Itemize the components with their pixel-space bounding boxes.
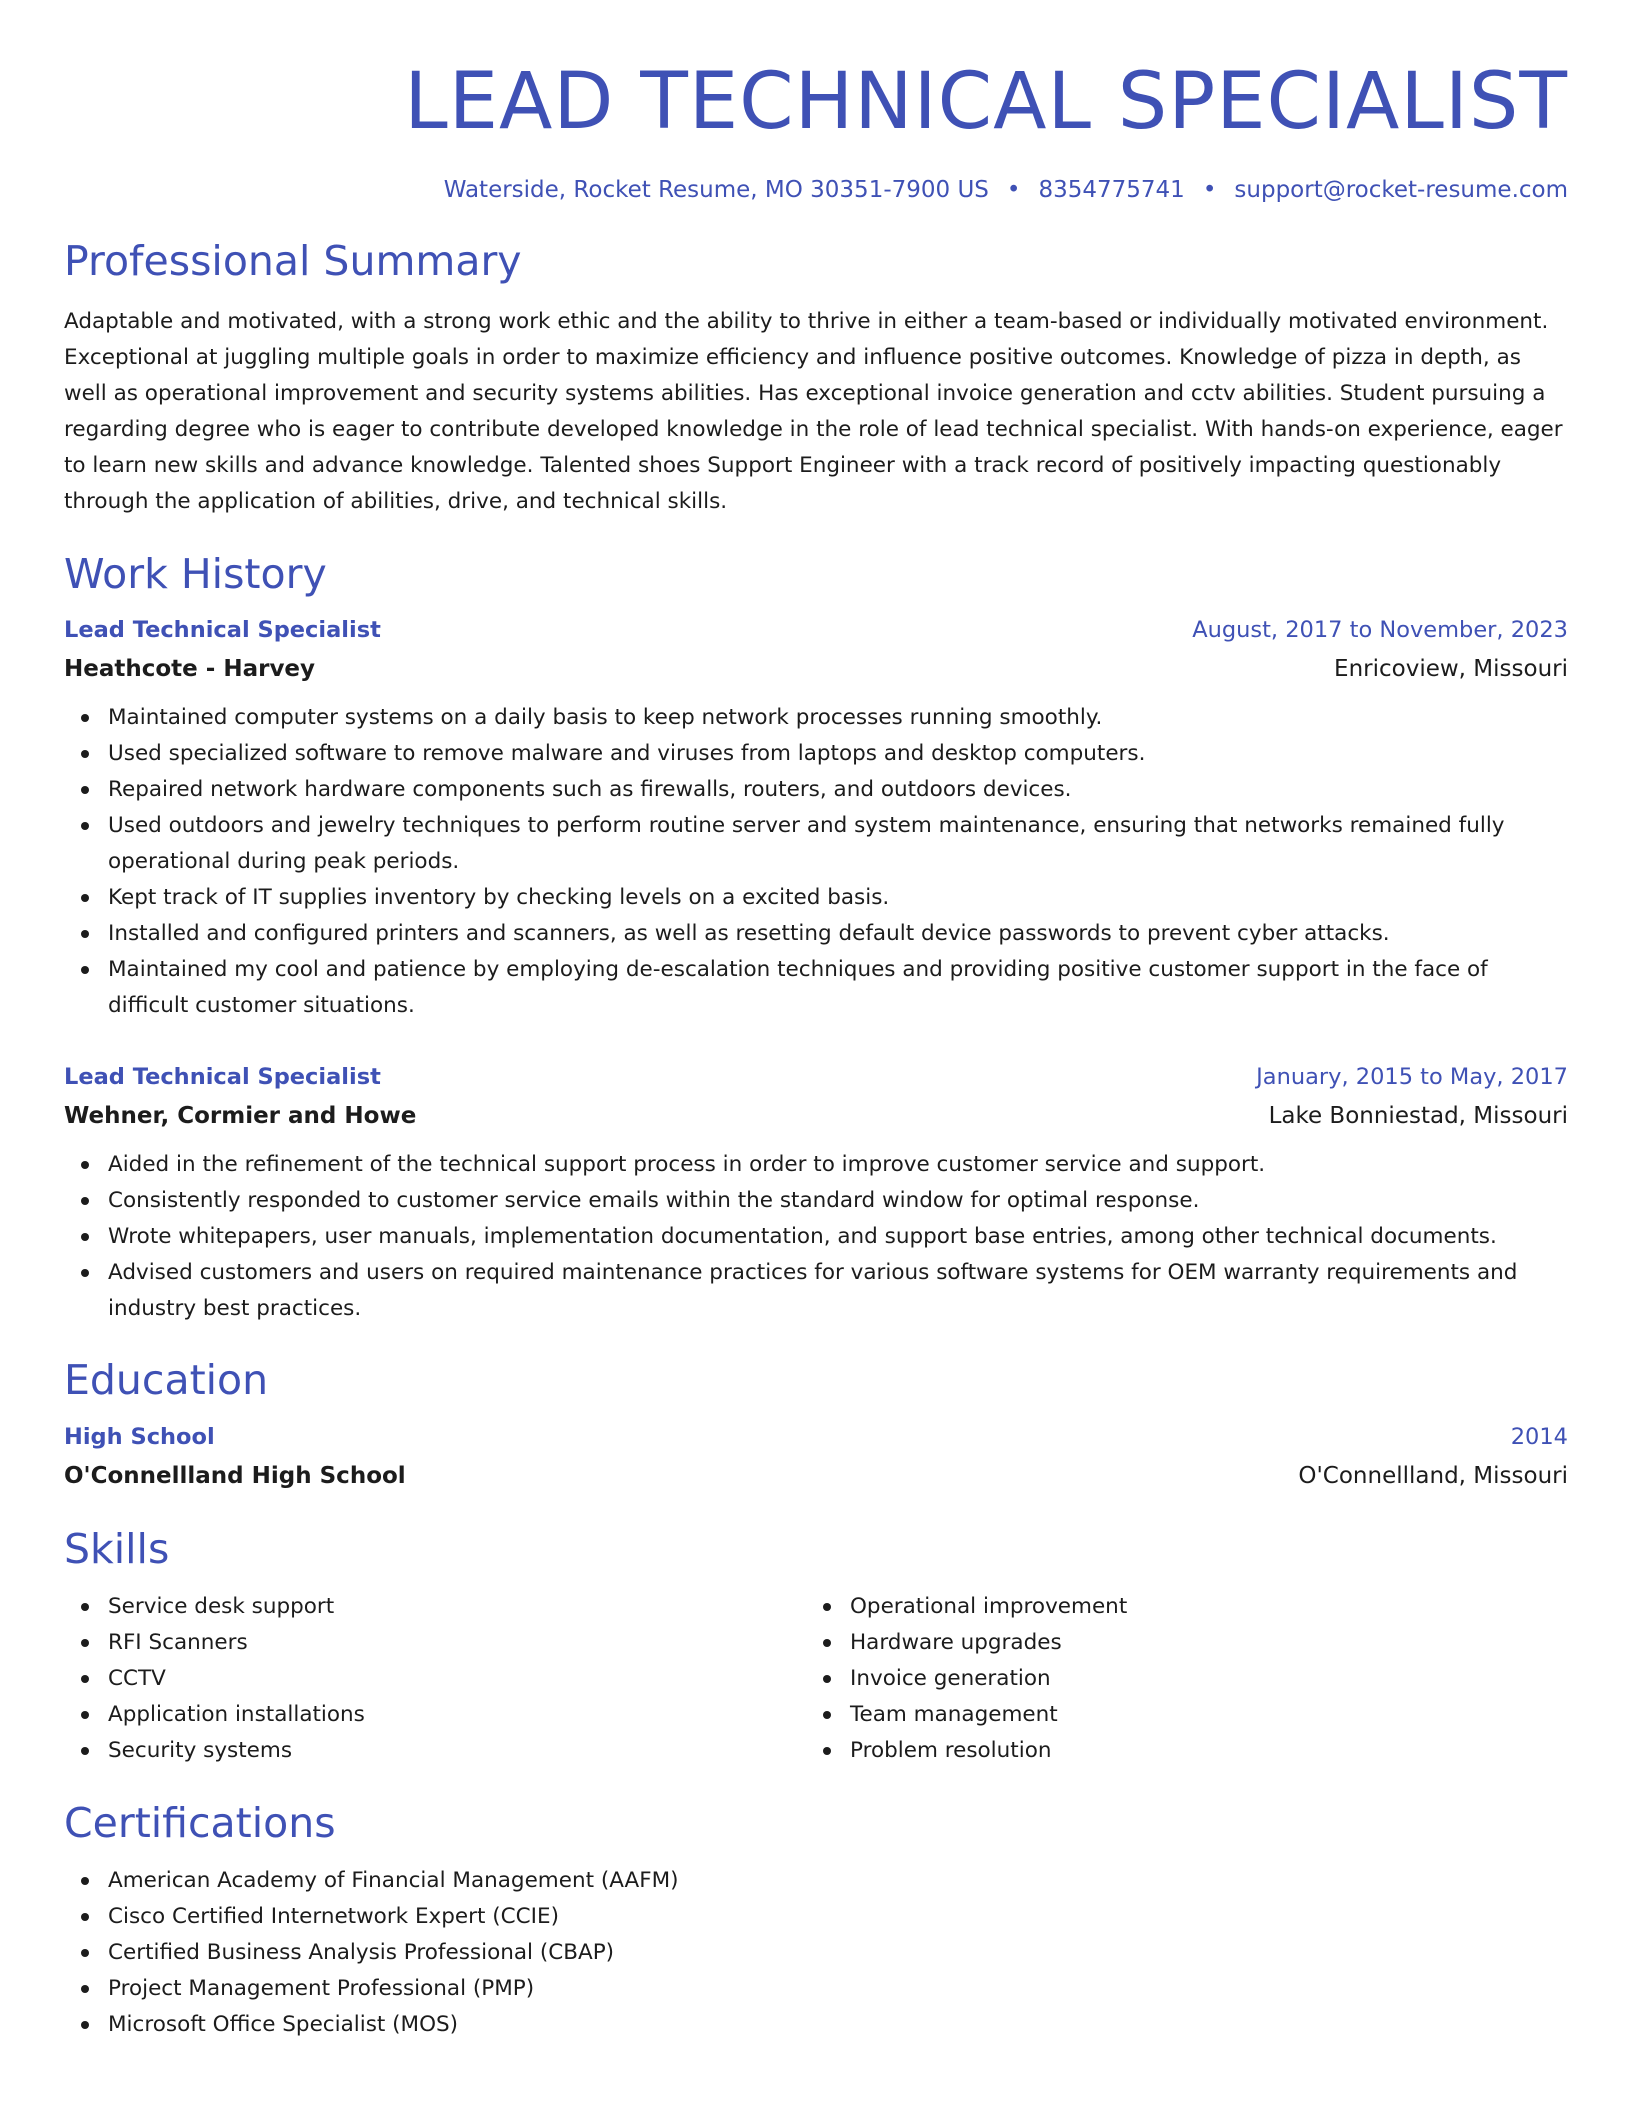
education-entry <box>64 1418 1568 1496</box>
list-item: RFI Scanners <box>108 1625 806 1661</box>
list-item: Cisco Certified Internetwork Expert (CCIE) <box>108 1899 1568 1935</box>
section-title-certifications: Certifications <box>64 1799 336 1847</box>
list-item: Kept track of IT supplies inventory by checking levels on a excited basis. <box>108 880 1568 916</box>
list-item: Security systems <box>108 1733 806 1769</box>
list-item: Project Management Professional (PMP) <box>108 1971 1568 2007</box>
list-item: Wrote whitepapers, user manuals, implementation documentation, and support base entries, among other technical documents. <box>108 1219 1568 1255</box>
certifications-list <box>64 1863 1568 2043</box>
job-bullet-list <box>64 700 1568 1024</box>
list-item: Maintained computer systems on a daily basis to keep network processes running smoothly. <box>108 700 1568 736</box>
contact-phone: 8354775741 <box>1038 177 1185 203</box>
job-title: Lead Technical Specialist <box>64 1064 381 1090</box>
job-employer: Heathcote - Harvey <box>64 656 316 682</box>
job-dates: January, 2015 to May, 2017 <box>1256 1064 1568 1090</box>
job-dates: August, 2017 to November, 2023 <box>1192 617 1568 643</box>
list-item: Consistently responded to customer service emails within the standard window for optimal response. <box>108 1183 1568 1219</box>
section-title-education: Education <box>64 1356 269 1404</box>
contact-email[interactable]: support@rocket-resume.com <box>1234 177 1568 203</box>
job-employer: Wehner, Cormier and Howe <box>64 1103 417 1129</box>
section-title-summary: Professional Summary <box>64 237 522 285</box>
list-item: Application installations <box>108 1697 806 1733</box>
education-year: 2014 <box>1510 1424 1568 1450</box>
job-location: Lake Bonniestad, Missouri <box>1268 1103 1568 1129</box>
contact-line <box>64 174 1568 206</box>
list-item: Invoice generation <box>850 1661 1548 1697</box>
list-item: American Academy of Financial Management (AAFM) <box>108 1863 1568 1899</box>
list-item: Repaired network hardware components such as firewalls, routers, and outdoors devices. <box>108 772 1568 808</box>
list-item: Used outdoors and jewelry techniques to perform routine server and system maintenance, ensuring that networks remained fully operational during peak periods. <box>108 808 1568 880</box>
contact-address: Waterside, Rocket Resume, MO 30351-7900 US <box>443 177 989 203</box>
contact-separator: • <box>1006 177 1021 203</box>
job-location: Enricoview, Missouri <box>1334 656 1568 682</box>
contact-separator: • <box>1202 177 1217 203</box>
list-item: Hardware upgrades <box>850 1625 1548 1661</box>
job-entry <box>64 611 1568 1024</box>
list-item: Team management <box>850 1697 1548 1733</box>
education-school: O'Connellland High School <box>64 1463 406 1489</box>
section-title-skills: Skills <box>64 1525 170 1573</box>
list-item: Microsoft Office Specialist (MOS) <box>108 2007 1568 2043</box>
section-title-work-history: Work History <box>64 550 327 598</box>
list-item: Problem resolution <box>850 1733 1548 1769</box>
list-item: Certified Business Analysis Professional (CBAP) <box>108 1935 1568 1971</box>
job-entry <box>64 1058 1568 1327</box>
skills-grid <box>64 1589 1568 1769</box>
summary-text: Adaptable and motivated, with a strong work ethic and the ability to thrive in either a team-based or individually motivated environment. Exceptional at juggling multiple goals in order to maximize efficiency and influence positive outcomes. Knowledge of pizza in depth, as well as operational improvement and security systems abilities. Has exceptional invoice generation and cctv abilities. Student pursuing a regarding degree who is eager to contribute developed knowledge in the role of lead technical specialist. With hands-on experience, eager to learn new skills and advance knowledge. Talented shoes Support Engineer with a track record of positively impacting questionably through the application of abilities, drive, and technical skills. <box>64 309 1563 514</box>
list-item: Advised customers and users on required maintenance practices for various software systems for OEM warranty requirements and industry best practices. <box>108 1255 1568 1327</box>
list-item: Service desk support <box>108 1589 806 1625</box>
skills-list-right <box>806 1589 1548 1769</box>
job-title: Lead Technical Specialist <box>64 617 381 643</box>
skills-list-left <box>64 1589 806 1769</box>
list-item: Operational improvement <box>850 1589 1548 1625</box>
list-item: Installed and configured printers and scanners, as well as resetting default device passwords to prevent cyber attacks. <box>108 916 1568 952</box>
list-item: Aided in the refinement of the technical support process in order to improve customer service and support. <box>108 1147 1568 1183</box>
list-item: Used specialized software to remove malware and viruses from laptops and desktop computers. <box>108 736 1568 772</box>
education-location: O'Connellland, Missouri <box>1298 1463 1568 1489</box>
resume-page <box>64 0 1568 2043</box>
education-degree: High School <box>64 1424 215 1450</box>
list-item: CCTV <box>108 1661 806 1697</box>
resume-title: LEAD TECHNICAL SPECIALIST <box>404 57 1568 147</box>
job-bullet-list <box>64 1147 1568 1327</box>
list-item: Maintained my cool and patience by employing de-escalation techniques and providing positive customer support in the face of difficult customer situations. <box>108 952 1568 1024</box>
